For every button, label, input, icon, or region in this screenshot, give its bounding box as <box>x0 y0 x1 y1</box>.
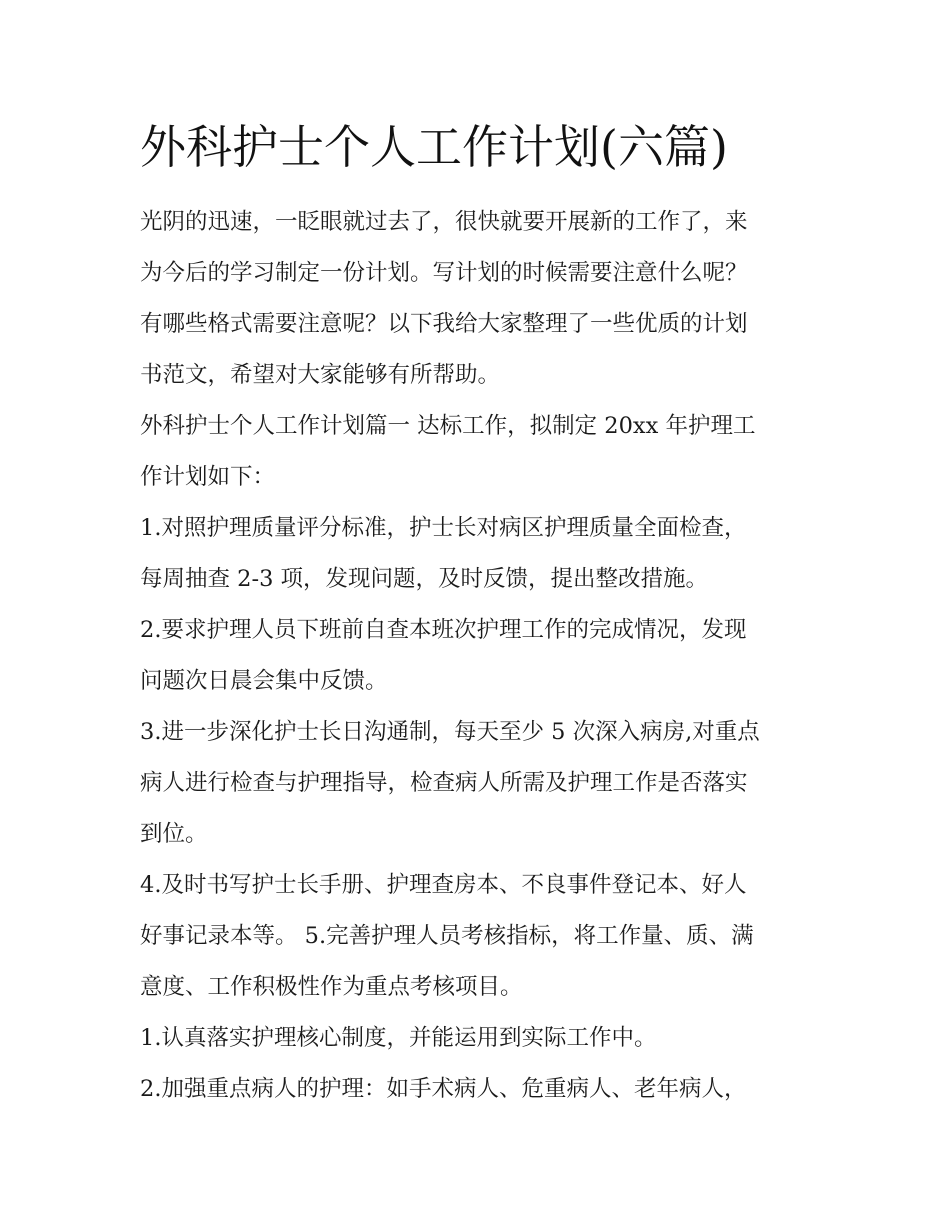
text-line: 书范文，希望对大家能够有所帮助。 <box>140 362 501 388</box>
text-line: 每周抽查 2-3 项，发现问题，及时反馈，提出整改措施。 <box>140 566 709 592</box>
text-line: 光阴的迅速，一眨眼就过去了，很快就要开展新的工作了，来 <box>140 209 748 235</box>
text-line: 有哪些格式需要注意呢？以下我给大家整理了一些优质的计划 <box>140 311 748 337</box>
text-line: 4.及时书写护士长手册、护理查房本、不良事件登记本、好人 <box>140 872 747 898</box>
text-line: 2.加强重点病人的护理：如手术病人、危重病人、老年病人， <box>140 1076 747 1102</box>
text-line: 1.认真落实护理核心制度，并能运用到实际工作中。 <box>140 1025 657 1051</box>
text-line: 为今后的学习制定一份计划。写计划的时候需要注意什么呢？ <box>140 260 748 286</box>
document-title: 外科护士个人工作计划(六篇) <box>140 120 728 174</box>
text-line: 2.要求护理人员下班前自查本班次护理工作的完成情况，发现 <box>140 617 747 643</box>
text-line: 1.对照护理质量评分标准，护士长对病区护理质量全面检查， <box>140 515 747 541</box>
document-body <box>140 197 816 1115</box>
text-line: 外科护士个人工作计划篇一 达标工作，拟制定 20xx 年护理工 <box>140 413 756 439</box>
text-line: 意度、工作积极性作为重点考核项目。 <box>140 974 523 1000</box>
text-line: 作计划如下： <box>140 464 276 490</box>
text-line: 到位。 <box>140 821 208 847</box>
text-line: 好事记录本等。 5.完善护理人员考核指标，将工作量、质、满 <box>140 923 754 949</box>
text-line: 病人进行检查与护理指导，检查病人所需及护理工作是否落实 <box>140 770 748 796</box>
text-line: 3.进一步深化护士长日沟通制，每天至少 5 次深入病房,对重点 <box>140 719 760 745</box>
text-line: 问题次日晨会集中反馈。 <box>140 668 388 694</box>
